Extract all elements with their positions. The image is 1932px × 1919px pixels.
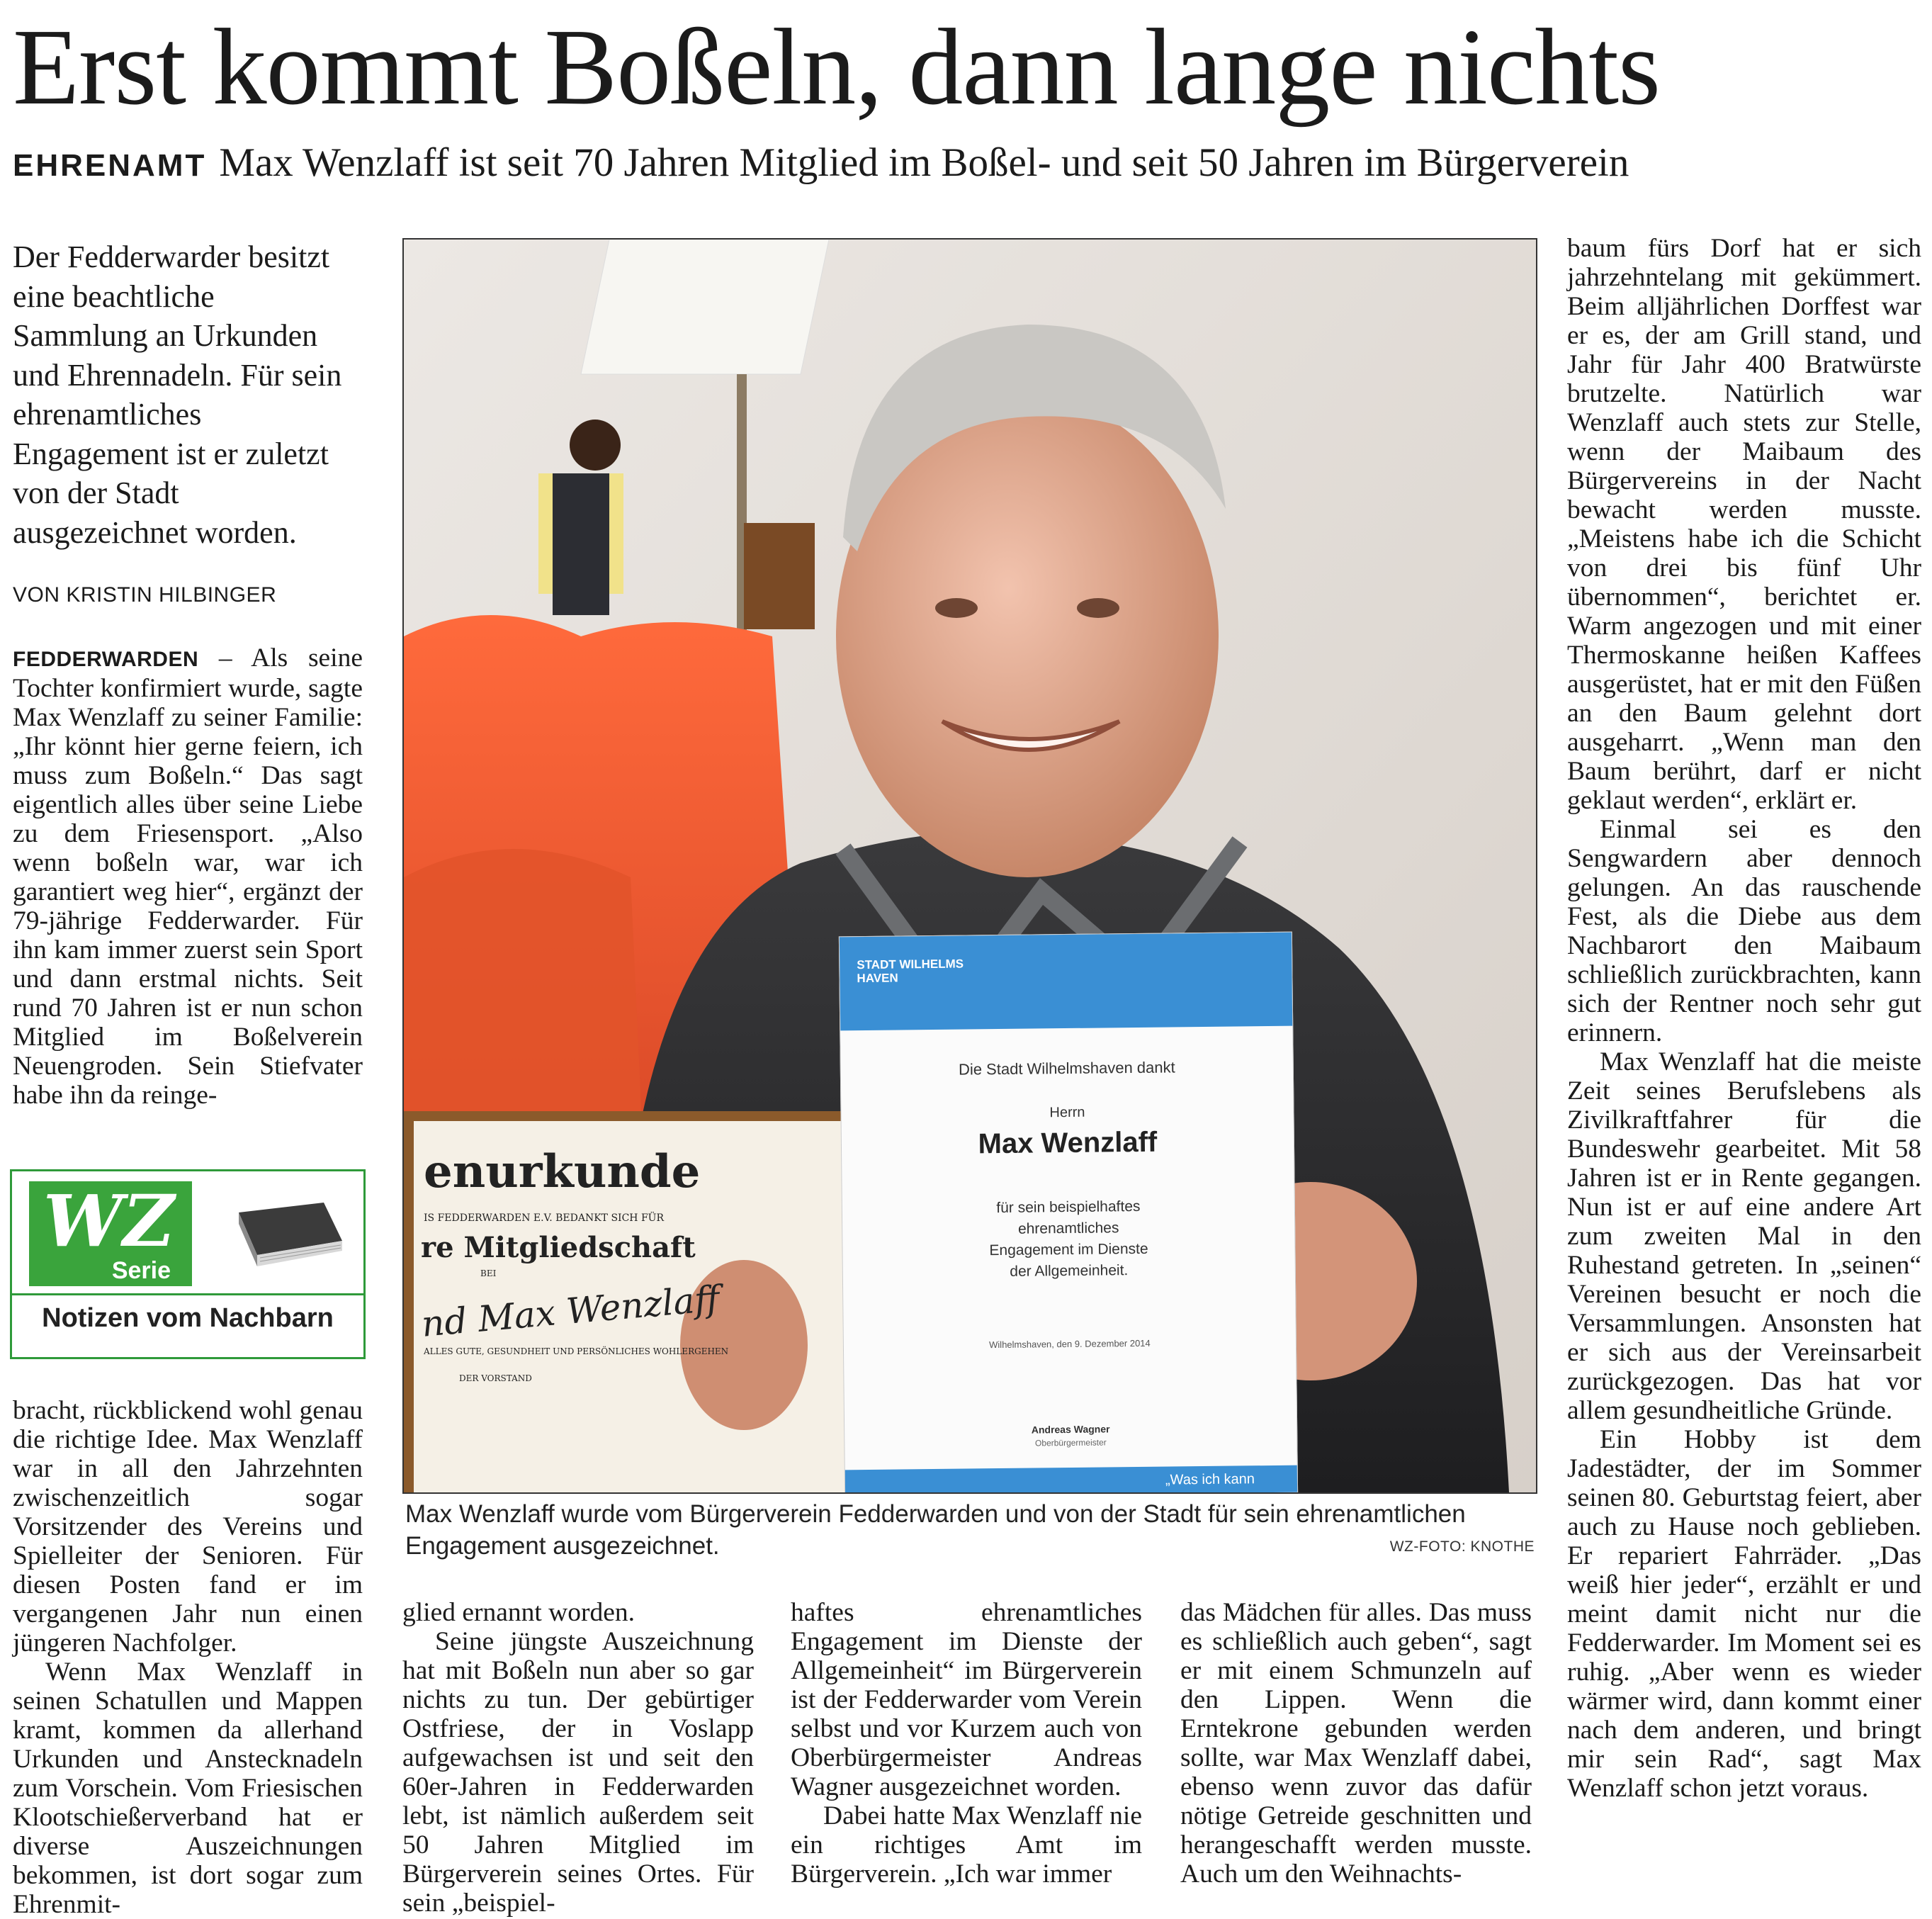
headline: Erst kommt Boßeln, dann lange nichts — [13, 7, 1660, 128]
article-column-1a — [13, 643, 363, 1110]
col4-para-1: das Mädchen für alles. Das muss es schließlich auch geben“, sagt er mit einem Schmunzeln auf den Lippen. Wenn die Erntekrone gebunden werden sollte, war Max Wenzlaff dabei, ebenso wenn zuvor das dafür nötige Getreide geschnitten und herangeschafft werden musste. Auch um den Weihnachts- — [1180, 1598, 1532, 1889]
col5-para-2: Einmal sei es den Sengwardern aber dennoch gelungen. An das rauschende Fest, als die Diebe aus dem Nachbarort den Maibaum schließlich zurückbrachten, kann sich der Rentner noch sehr gut erinnern. — [1567, 815, 1921, 1047]
series-box — [10, 1169, 366, 1359]
city-logo: STADT WILHELMS HAVEN — [857, 957, 964, 986]
subheadline — [13, 135, 1926, 194]
framed-certificate-name: nd Max Wenzlaff — [419, 1278, 721, 1345]
certificate-signer-title: Oberbürgermeister — [1034, 1437, 1107, 1448]
article-column-5 — [1567, 234, 1921, 1803]
col3-para-1: haftes ehrenamtliches Engagement im Dienste der Allgemeinheit“ im Bürgerverein ist der Fedderwarder vom Verein selbst und vor Kurzem auch von Oberbürgermeister Andreas Wagner ausgezeichnet worden. — [791, 1598, 1142, 1801]
subheadline-text: Max Wenzlaff ist seit 70 Jahren Mitglied im Boßel- und seit 50 Jahren im Bürgerverein — [219, 140, 1629, 185]
certificate-footer — [845, 1465, 1297, 1494]
series-logo — [29, 1181, 192, 1286]
certificate-header — [840, 933, 1292, 1031]
framed-certificate-line1: IS FEDDERWARDEN E.V. BEDANKT SICH FÜR — [424, 1212, 665, 1224]
article-photo — [402, 238, 1537, 1494]
article-column-2 — [402, 1598, 754, 1918]
article-column-4 — [1180, 1598, 1532, 1889]
col1b-para-1: bracht, rückblickend wohl genau die richtige Idee. Max Wenzlaff war in all den Jahrzehnten zwischenzeitlich sogar Vorsitzender des Vereins und Spielleiter der Senioren. Für diesen Posten fand er im vergangenen Jahr nun einen jüngeren Nachfolger. — [13, 1396, 363, 1658]
framed-certificate-line4: ALLES GUTE, GESUNDHEIT UND PERSÖNLICHES WOHLERGEHEN — [424, 1346, 729, 1356]
photo-caption: Max Wenzlaff wurde vom Bürgerverein Fedderwarden und von der Stadt für sein ehrenamtlichen Engagement ausgezeichnet. — [405, 1500, 1466, 1560]
dateline: FEDDERWARDEN — [13, 648, 199, 671]
col2-para-2: Seine jüngste Auszeichnung hat mit Boßeln nun aber so gar nichts zu tun. Der gebürtiger Ostfriese, der in Voslapp aufgewachsen ist und seit den 60er-Jahren in Fedderwarden lebt, ist nämlich außerdem seit 50 Jahren Mitglied im Bürgerverein seines Ortes. Für sein „beispiel- — [402, 1627, 754, 1918]
certificate-text-1: für sein beispielhaftes — [996, 1198, 1141, 1217]
series-logo-text: WZ — [43, 1179, 175, 1263]
article-column-3 — [791, 1598, 1142, 1889]
certificate-slogan: „Was ich kann — [1165, 1471, 1255, 1488]
certificate-salutation: Herrn — [1049, 1104, 1085, 1121]
col1b-para-2: Wenn Max Wenzlaff in seinen Schatullen und Mappen kramt, kommen da allerhand Urkunden und Anstecknadeln zum Vorschein. Vom Friesischen Klootschießerverband hat er diverse Auszeichnungen bekommen, ist dort sogar zum Ehrenmit- — [13, 1658, 363, 1919]
series-logo-label: Serie — [111, 1257, 171, 1284]
certificate-text — [842, 1195, 1295, 1285]
col5-para-3: Max Wenzlaff hat die meiste Zeit seines Berufslebens als Zivilkraftfahrer für die Bundeswehr gearbeitet. Mit 58 Jahren ist er in Rente gegangen. Nun ist er auf eine andere Art zum zweiten Mal in den Ruhestand getreten. In „seinen“ Vereinen besucht er noch die Versammlungen. Ansonsten hat er sich aus der Vereinsarbeit zurückgezogen. Das hat vor allem gesundheitliche Gründe. — [1567, 1047, 1921, 1425]
article-column-1b — [13, 1396, 363, 1919]
kicker: EHRENAMT — [13, 148, 207, 183]
col5-para-1: baum fürs Dorf hat er sich jahrzehntelang mit gekümmert. Beim alljährlichen Dorffest war er es, der am Grill stand, und Jahr für Jahr 400 Bratwürste brutzelte. Natürlich war Wenzlaff auch stets zur Stelle, wenn der Maibaum des Bürgervereins in der Nacht bewacht werden musste. „Meistens habe ich die Schicht von drei bis fünf Uhr übernommen“, berichtet er. Warm angezogen und mit einer Thermoskanne heißen Kaffees ausgerüstet, hat er mit den Füßen an den Baum gelehnt dort ausgeharrt. „Wenn man den Baum berührt, darf er nicht geklaut werden“, erklärt er. — [1567, 234, 1921, 815]
photo-credit: WZ-FOTO: KNOTHE — [1389, 1538, 1535, 1555]
framed-certificate-title: enurkunde — [424, 1145, 701, 1198]
framed-certificate-line3: BEI — [480, 1268, 497, 1278]
byline: VON KRISTIN HILBINGER — [13, 583, 277, 607]
series-divider — [12, 1293, 363, 1295]
city-certificate — [839, 932, 1298, 1494]
intro-text: Der Fedderwarder besitzt eine beachtliche Sammlung an Urkunden und Ehrennadeln. Für sein ehrenamtliches Engagement ist er zuletzt von der Stadt ausgezeichnet worden. — [13, 240, 342, 550]
notebook-icon — [225, 1198, 345, 1276]
framed-certificate-line2: re Mitgliedschaft — [421, 1231, 696, 1264]
certificate-text-4: der Allgemeinheit. — [1010, 1262, 1129, 1280]
col2-para-1: glied ernannt worden. — [402, 1598, 635, 1627]
certificate-thanks: Die Stadt Wilhelmshaven dankt — [958, 1058, 1175, 1079]
framed-certificate-line5: DER VORSTAND — [459, 1373, 532, 1383]
certificate-signer: Andreas Wagner — [1031, 1423, 1110, 1436]
col5-para-4: Ein Hobby ist dem Jadestädter, der im Sommer seinen 80. Geburtstag feiert, aber auch zu Hause noch geblieben. Er repariert Fahrräder. „Das weiß hier jeder“, erzählt er und meint damit nicht nur die Fedderwarder. Im Moment sei es ruhig. „Aber wenn es wieder wärmer wird, dann kommt einer nach dem anderen, und bringt mir sein Rad“, sagt Max Wenzlaff schon jetzt voraus. — [1567, 1425, 1921, 1803]
certificate-text-2: ehrenamtliches — [1017, 1220, 1119, 1237]
certificate-date: Wilhelmshaven, den 9. Dezember 2014 — [989, 1337, 1151, 1351]
certificate-text-3: Engagement im Dienste — [989, 1240, 1148, 1259]
col3-para-2: Dabei hatte Max Wenzlaff nie ein richtiges Amt im Bürgerverein. „Ich war immer — [791, 1801, 1142, 1889]
framed-certificate — [417, 1125, 842, 1383]
certificate-name: Max Wenzlaff — [978, 1126, 1158, 1160]
col1a-text: – Als seine Tochter konfirmiert wurde, sagte Max Wenzlaff zu seiner Familie: „Ihr könnt hier gerne feiern, ich muss zum Boßeln.“ Das sagt eigentlich alles über seine Liebe zu dem Friesensport. „Also wenn boßeln war, war ich garantiert weg hier“, ergänzt der 79-jährige Fedderwarder. Für ihn kam immer zuerst sein Sport und dann erstmal nichts. Seit rund 70 Jahren ist er nun schon Mitglied im Boßelverein Neuengroden. Sein Stiefvater habe ihn da reinge- — [13, 643, 363, 1110]
series-title: Notizen vom Nachbarn — [42, 1303, 334, 1333]
